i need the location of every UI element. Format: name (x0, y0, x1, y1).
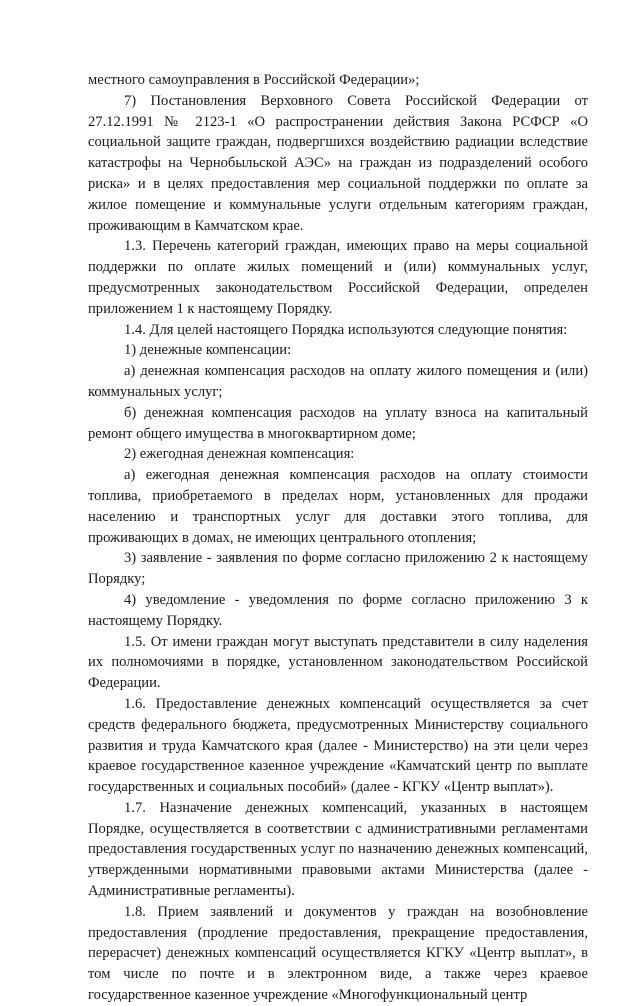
paragraph-1-4-item-2: 2) ежегодная денежная компенсация: (124, 446, 355, 463)
paragraph-1-4-item-1b: б) денежная компенсация расходов на уплату взноса на капитальный ремонт общего имущества в многоквартирном доме; (88, 404, 588, 442)
paragraph-1-4-item-1: 1) денежные компенсации: (124, 342, 292, 359)
paragraph-1-7: 1.7. Назначение денежных компенсаций, указанных в настоящем Порядке, осуществляется в соответствии с административными регламентами предоставления государственных услуг по назначению денежных компенсаций, утвержденными нормативными правовыми актами Министерства (далее - Административные регламенты). (88, 799, 588, 900)
paragraph-1-4-item-2a: а) ежегодная денежная компенсация расходов на оплату стоимости топлива, приобретаемого в пределах норм, установленных для продажи населению и транспортных услуг для доставки этого топлива, для проживающих в домах, не имеющих центрального отопления; (88, 467, 588, 546)
paragraph-1-4-item-4: 4) уведомление - уведомления по форме согласно приложению 3 к настоящему Порядку. (88, 591, 588, 629)
paragraph-1-4-item-3: 3) заявление - заявления по форме согласно приложению 2 к настоящему Порядку; (88, 550, 588, 588)
paragraph-1-3: 1.3. Перечень категорий граждан, имеющих право на меры социальной поддержки по оплате жилых помещений и (или) коммунальных услуг, предусмотренных законодательством Российской Федерации, определен приложением 1 к настоящему Порядку. (88, 238, 588, 317)
paragraph-1-4-item-1a: а) денежная компенсация расходов на оплату жилого помещения и (или) коммунальных услуг; (88, 363, 588, 400)
paragraph-1-6: 1.6. Предоставление денежных компенсаций осуществляется за счет средств федерального бюджета, предусмотренных Министерству социального развития и труда Камчатского края (далее - Министерство) на эти цели через краевое государственное казенное учреждение «Камчатский центр по выплате государственных и социальных пособий» (далее - КГКУ «Центр выплат»). (88, 695, 588, 796)
paragraph-1-8: 1.8. Прием заявлений и документов у граждан на возобновление предоставления (продление предоставления, прекращение предоставления, перерасчет) денежных компенсаций осуществляется КГКУ «Центр выплат», в том числе по почте и в электронном виде, а также через краевое государственное казенное учреждение «Многофункциональный центр (88, 903, 588, 1004)
paragraph-1-5: 1.5. От имени граждан могут выступать представители в силу наделения их полномочиями в порядке, установленном законодательством Российской Федерации. (88, 633, 588, 692)
paragraph-continuation: местного самоуправления в Российской Федерации»; (88, 72, 420, 88)
paragraph-item-7: 7) Постановления Верховного Совета Российской Федерации от 27.12.1991 № 2123-1 «О распространении действия Закона РСФСР «О социальной защите граждан, подвергшихся воздействию радиации вследствие катастрофы на Чернобыльской АЭС» на граждан из подразделений особого риска» и в целях предоставления мер социальной поддержки по оплате за жилое помещение и коммунальные услуги отдельным категориям граждан, проживающим в Камчатском крае. (88, 92, 588, 234)
paragraph-1-4: 1.4. Для целей настоящего Порядка используются следующие понятия: (124, 321, 568, 338)
